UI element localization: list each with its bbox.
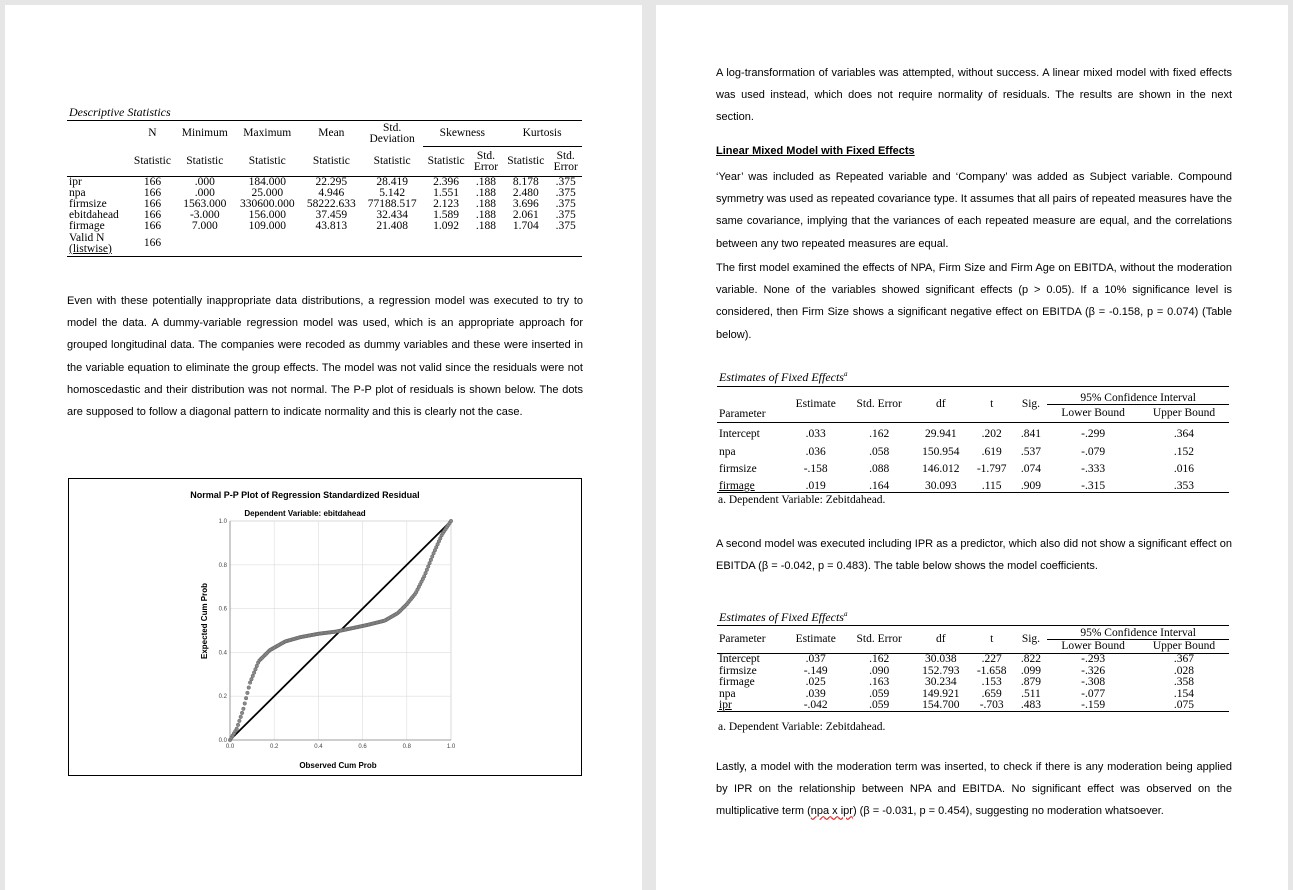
table-cell: .822 bbox=[1020, 653, 1041, 665]
table-cell: .036 bbox=[805, 445, 826, 458]
data-point bbox=[254, 667, 258, 671]
table-cell: 30.234 bbox=[924, 676, 957, 688]
table-cell: 7.000 bbox=[191, 220, 218, 232]
table-cell: 22.295 bbox=[315, 176, 348, 188]
table-cell: -1.797 bbox=[976, 463, 1007, 475]
data-point bbox=[242, 707, 246, 711]
table-cell: .058 bbox=[869, 445, 890, 458]
row-parameter: npa bbox=[719, 445, 736, 458]
table-cell: .088 bbox=[869, 463, 890, 475]
table-cell: 150.954 bbox=[922, 445, 960, 458]
fixed-effects-table-2 bbox=[717, 625, 1229, 712]
header-parameter: Parameter bbox=[717, 387, 786, 423]
chart-y-axis-label: Expected Cum Prob bbox=[200, 582, 209, 660]
table-cell: 146.012 bbox=[922, 463, 960, 475]
lmm-paragraph-1: ‘Year’ was included as Repeated variable and ‘Company’ was added as Subject variable. Compound symmetry was used as repeated covariance type. It assumes that all pairs of repeated measures have the same covariance, implying that the variances of each repeated measure are equal, and the correlations between any two repeated measures are equal. bbox=[716, 171, 1232, 250]
table-cell: .153 bbox=[981, 676, 1002, 688]
mid-paragraph: A second model was executed including IPR as a predictor, which also did not show a significant effect on EBITDA (β = -0.042, p = 0.483). The table below shows the model coefficients. bbox=[716, 538, 1232, 573]
row-parameter: Intercept bbox=[719, 428, 760, 440]
table-cell: .074 bbox=[1020, 463, 1041, 475]
header-t: t bbox=[969, 626, 1015, 654]
table-cell: 166 bbox=[143, 209, 162, 221]
row-parameter: firmage bbox=[719, 480, 755, 492]
header-lower-bound: Lower Bound bbox=[1061, 640, 1125, 652]
fixed-effects-caption-1: Estimates of Fixed Effects$^a$ bbox=[719, 370, 848, 384]
table-cell: .090 bbox=[869, 664, 890, 677]
table-cell: .115 bbox=[981, 480, 1002, 492]
table-cell: -1.658 bbox=[976, 664, 1007, 677]
table-row bbox=[67, 221, 582, 232]
table-cell: -.315 bbox=[1081, 480, 1106, 492]
table-cell: 58222.633 bbox=[306, 198, 356, 210]
header-estimate: Estimate bbox=[786, 387, 846, 423]
table-cell: 29.941 bbox=[924, 428, 957, 440]
table-cell: .000 bbox=[194, 187, 215, 199]
table-cell: -.299 bbox=[1081, 428, 1106, 440]
table-cell: .659 bbox=[981, 687, 1002, 700]
y-tick-label: 0.4 bbox=[218, 650, 227, 657]
y-tick-label: 1.0 bbox=[218, 519, 227, 525]
table-cell: 184.000 bbox=[248, 176, 286, 188]
table-cell: .152 bbox=[1173, 445, 1195, 458]
header-df: df bbox=[913, 387, 969, 423]
row-parameter: Intercept bbox=[719, 653, 760, 665]
document-page-right bbox=[656, 5, 1288, 890]
table-cell: .028 bbox=[1173, 664, 1195, 677]
data-point bbox=[235, 727, 239, 731]
row-parameter: firmage bbox=[719, 676, 755, 688]
chart-subtitle: Dependent Variable: ebitdahead bbox=[244, 509, 366, 518]
subheader-statistic: Statistic bbox=[507, 155, 545, 167]
data-point bbox=[238, 719, 242, 723]
table-cell: .375 bbox=[555, 187, 576, 199]
row-label: ipr bbox=[69, 176, 82, 188]
table-cell: 4.946 bbox=[318, 187, 345, 199]
header-estimate: Estimate bbox=[786, 626, 846, 654]
pp-plot-chart bbox=[69, 479, 581, 775]
subheader-std-error: Std. Error bbox=[553, 149, 578, 173]
table-cell: .375 bbox=[555, 198, 576, 210]
header-kurtosis: Kurtosis bbox=[502, 121, 582, 147]
table-cell: 37.459 bbox=[315, 209, 348, 221]
table-cell: .202 bbox=[981, 428, 1002, 440]
table-cell: -.158 bbox=[803, 463, 828, 475]
table-cell: 330600.000 bbox=[239, 198, 295, 210]
pp-plot-frame bbox=[68, 478, 582, 776]
table-cell: -.703 bbox=[979, 698, 1004, 711]
y-tick-label: 0.8 bbox=[218, 562, 227, 569]
row-label: npa bbox=[69, 187, 86, 199]
table-cell: 2.480 bbox=[512, 187, 539, 199]
table-cell: .909 bbox=[1020, 480, 1041, 492]
table-cell: .375 bbox=[555, 220, 576, 232]
subheader-statistic: Statistic bbox=[312, 154, 350, 167]
header-lower-bound: Lower Bound bbox=[1061, 407, 1125, 419]
table-cell: .037 bbox=[805, 653, 826, 665]
data-point bbox=[426, 565, 430, 569]
row-parameter: firmsize bbox=[719, 664, 757, 677]
left-paragraph: Even with these potentially inappropriate data distributions, a regression model was executed to try to model the data. A dummy-variable regression model was used, which is an appropriate approach for grouped longitudinal data. The companies were recoded as dummy variables and these were inserted in the variable equation to eliminate the group effects. The model was not valid since the residuals were not homoscedastic and their distribution was not normal. The P-P plot of residuals is shown below. The dots are supposed to follow a diagonal pattern to indicate normality and this is clearly not the case. bbox=[67, 295, 583, 419]
table-row bbox=[717, 677, 1229, 689]
row-parameter: ipr bbox=[719, 698, 732, 711]
table-cell: .188 bbox=[475, 220, 497, 232]
table-row bbox=[717, 700, 1229, 712]
fixed-effects-note-2: a. Dependent Variable: Zebitdahead. bbox=[718, 721, 886, 733]
table-cell: 32.434 bbox=[376, 209, 408, 221]
data-point bbox=[252, 671, 256, 675]
table-row bbox=[717, 654, 1229, 666]
table-cell: 1.551 bbox=[433, 187, 460, 199]
subheader-statistic: Statistic bbox=[133, 154, 171, 167]
data-point bbox=[239, 715, 243, 719]
table-cell: -.308 bbox=[1081, 676, 1106, 688]
header-std-deviation: Std. Deviation bbox=[369, 121, 415, 145]
data-point bbox=[255, 664, 259, 668]
descriptive-statistics-table bbox=[67, 120, 582, 257]
table-cell: 2.396 bbox=[433, 176, 460, 188]
table-cell: 152.793 bbox=[922, 664, 960, 677]
row-label: firmage bbox=[69, 220, 105, 232]
subheader-std-error: Std. Error bbox=[473, 149, 499, 173]
row-label: firmsize bbox=[69, 198, 107, 210]
table-cell: -.079 bbox=[1081, 445, 1106, 458]
table-cell: 30.093 bbox=[924, 480, 957, 492]
table-cell: .000 bbox=[194, 176, 215, 188]
table-cell: 25.000 bbox=[251, 187, 284, 199]
x-tick-label: 0.4 bbox=[314, 744, 323, 750]
table-cell: 1.092 bbox=[433, 220, 460, 232]
table-cell: -.326 bbox=[1081, 664, 1106, 677]
table-cell: 5.142 bbox=[379, 187, 406, 199]
table-cell: -.293 bbox=[1081, 653, 1106, 665]
header-upper-bound: Upper Bound bbox=[1152, 407, 1216, 419]
table-cell: .364 bbox=[1173, 428, 1195, 440]
table-row bbox=[717, 688, 1229, 700]
table-cell: .163 bbox=[869, 676, 890, 688]
header-df: df bbox=[913, 626, 969, 654]
header-t: t bbox=[969, 387, 1015, 423]
header-sig: Sig. bbox=[1015, 626, 1048, 654]
y-tick-label: 0.0 bbox=[218, 738, 227, 744]
valid-n-label: Valid N (listwise) bbox=[69, 231, 112, 255]
table-cell: .358 bbox=[1173, 676, 1195, 688]
subheader-statistic: Statistic bbox=[248, 154, 286, 167]
table-cell: -3.000 bbox=[189, 209, 220, 221]
row-parameter: firmsize bbox=[719, 463, 757, 475]
table-row bbox=[717, 458, 1229, 476]
table-cell: -.149 bbox=[803, 664, 828, 677]
table-row bbox=[717, 475, 1229, 493]
x-tick-label: 0.2 bbox=[270, 744, 279, 750]
table-cell: 166 bbox=[143, 176, 162, 188]
data-point bbox=[428, 561, 432, 565]
table-cell: .879 bbox=[1020, 676, 1041, 688]
data-point bbox=[243, 702, 247, 706]
table-cell: .483 bbox=[1020, 698, 1041, 711]
descriptive-caption: Descriptive Statistics bbox=[69, 105, 171, 119]
fixed-effects-note-1: a. Dependent Variable: Zebitdahead. bbox=[718, 494, 886, 506]
table-cell: 30.038 bbox=[924, 653, 957, 665]
table-cell: -.077 bbox=[1081, 687, 1106, 700]
table-cell: .537 bbox=[1020, 445, 1041, 458]
moderation-term: npa x ipr bbox=[810, 805, 853, 818]
table-cell: 2.123 bbox=[433, 198, 460, 210]
table-cell: .375 bbox=[555, 209, 576, 221]
data-point bbox=[248, 681, 252, 685]
table-cell: .162 bbox=[869, 428, 890, 440]
header-maximum: Maximum bbox=[243, 127, 292, 140]
table-cell: .099 bbox=[1020, 664, 1041, 677]
header-mean: Mean bbox=[318, 127, 345, 140]
table-cell: .039 bbox=[805, 687, 826, 700]
chart-title: Normal P-P Plot of Regression Standardized Residual bbox=[190, 490, 420, 500]
table-cell: -.042 bbox=[803, 698, 828, 711]
row-label: ebitdahead bbox=[69, 209, 119, 221]
table-cell: .367 bbox=[1173, 653, 1195, 665]
table-cell: .353 bbox=[1173, 480, 1195, 492]
table-cell: 77188.517 bbox=[367, 198, 417, 210]
y-tick-label: 0.2 bbox=[218, 694, 227, 701]
header-upper-bound: Upper Bound bbox=[1152, 640, 1216, 652]
data-point bbox=[240, 711, 244, 715]
table-cell: 1.589 bbox=[433, 209, 460, 221]
table-cell: .059 bbox=[869, 698, 890, 711]
table-row bbox=[717, 423, 1229, 441]
lmm-heading: Linear Mixed Model with Fixed Effects bbox=[716, 145, 915, 157]
row-parameter: npa bbox=[719, 687, 736, 700]
table-cell: .075 bbox=[1173, 698, 1195, 711]
document-page-left bbox=[5, 5, 642, 890]
table-cell: .016 bbox=[1173, 463, 1195, 475]
x-tick-label: 0.6 bbox=[358, 744, 367, 750]
table-cell: 1.704 bbox=[512, 220, 539, 232]
table-cell: 3.696 bbox=[512, 198, 539, 210]
table-cell: 156.000 bbox=[248, 209, 286, 221]
table-row bbox=[717, 440, 1229, 458]
data-point bbox=[449, 519, 453, 523]
table-cell: 2.061 bbox=[512, 209, 539, 221]
table-cell: .375 bbox=[555, 176, 576, 188]
table-cell: 8.178 bbox=[512, 176, 539, 188]
data-point bbox=[244, 696, 248, 700]
data-point bbox=[250, 677, 254, 681]
table-cell: -.159 bbox=[1081, 698, 1106, 711]
table-cell: 109.000 bbox=[248, 220, 286, 232]
data-point bbox=[429, 558, 433, 562]
right-intro-paragraph: A log-transformation of variables was attempted, without success. A linear mixed model with fixed effects was used instead, which does not require normality of residuals. The results are shown in the next section. bbox=[716, 67, 1232, 124]
table-cell: .019 bbox=[805, 480, 826, 492]
header-sig: Sig. bbox=[1015, 387, 1048, 423]
table-cell: .059 bbox=[869, 687, 890, 700]
table-cell: .154 bbox=[1173, 687, 1195, 700]
table-cell: 166 bbox=[143, 220, 162, 232]
table-cell: .511 bbox=[1021, 687, 1041, 700]
table-row bbox=[717, 665, 1229, 677]
table-cell: .164 bbox=[869, 480, 890, 492]
x-tick-label: 0.0 bbox=[225, 744, 235, 750]
table-cell: .162 bbox=[869, 653, 890, 665]
data-point bbox=[246, 691, 250, 695]
lmm-paragraph-2: The first model examined the effects of NPA, Firm Size and Firm Age on EBITDA, without the moderation variable. None of the variables showed significant effects (p > 0.05). If a 10% significance level is considered, then Firm Size shows a significant negative effect on EBITDA (β = -0.158, p = 0.074) (Table below). bbox=[716, 262, 1232, 341]
data-point bbox=[424, 571, 428, 575]
table-cell: -.333 bbox=[1081, 463, 1106, 475]
table-cell: 1563.000 bbox=[183, 198, 227, 210]
table-cell: 21.408 bbox=[376, 220, 408, 232]
table-cell: .025 bbox=[805, 676, 826, 688]
header-skewness: Skewness bbox=[423, 121, 503, 147]
valid-n-value: 166 bbox=[143, 237, 162, 250]
table-cell: 166 bbox=[143, 187, 162, 199]
table-cell: .188 bbox=[475, 187, 497, 199]
x-tick-label: 0.8 bbox=[402, 744, 411, 750]
header-std-error: Std. Error bbox=[846, 626, 913, 654]
table-cell: 166 bbox=[143, 198, 162, 210]
table-cell: 154.700 bbox=[922, 698, 960, 711]
subheader-statistic: Statistic bbox=[427, 155, 465, 167]
y-tick-label: 0.6 bbox=[218, 606, 227, 613]
table-cell: .033 bbox=[805, 428, 826, 440]
x-tick-label: 1.0 bbox=[446, 744, 456, 750]
table-cell: .188 bbox=[475, 176, 497, 188]
table-cell: .841 bbox=[1020, 428, 1041, 440]
table-cell: 149.921 bbox=[922, 687, 960, 700]
table-cell: .619 bbox=[981, 445, 1002, 458]
table-cell: 28.419 bbox=[376, 176, 408, 188]
data-point bbox=[251, 674, 255, 678]
subheader-statistic: Statistic bbox=[186, 154, 224, 167]
header-n: N bbox=[148, 127, 157, 140]
header-std-error: Std. Error bbox=[846, 387, 913, 423]
header-confidence-interval: 95% Confidence Interval bbox=[1047, 387, 1229, 405]
data-point bbox=[425, 568, 429, 572]
table-cell: .188 bbox=[475, 209, 497, 221]
data-point bbox=[236, 723, 240, 727]
last-paragraph: Lastly, a model with the moderation term was inserted, to check if there is any moderation being applied by IPR on the relationship between NPA and EBITDA. No significant effect was observed on the multiplicative term (npa x ipr) (β = -0.031, p = 0.454), suggesting no moderation whatsoever. bbox=[716, 761, 1232, 818]
data-point bbox=[247, 686, 251, 690]
fixed-effects-caption-2: Estimates of Fixed Effects$^a$ bbox=[719, 610, 848, 624]
table-cell: 43.813 bbox=[315, 220, 348, 232]
header-minimum: Minimum bbox=[181, 127, 228, 140]
subheader-statistic: Statistic bbox=[373, 154, 411, 167]
table-cell: .227 bbox=[981, 653, 1002, 665]
header-confidence-interval: 95% Confidence Interval bbox=[1047, 626, 1229, 640]
fixed-effects-table-1 bbox=[717, 386, 1229, 493]
header-parameter: Parameter bbox=[717, 626, 786, 654]
chart-x-axis-label: Observed Cum Prob bbox=[299, 761, 377, 770]
table-cell: .188 bbox=[475, 198, 497, 210]
